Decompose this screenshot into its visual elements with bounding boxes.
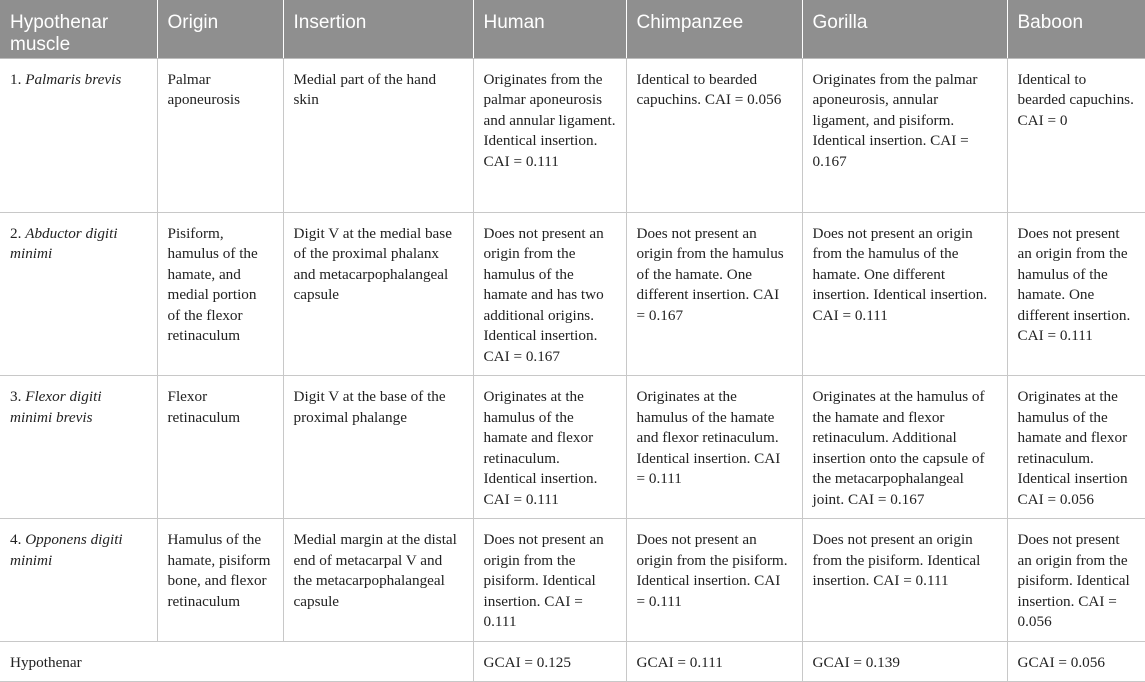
muscle-name: Opponens digiti minimi [10, 531, 123, 569]
muscle-number: 2. [10, 224, 22, 242]
origin-cell: Hamulus of the hamate, pisiform bone, and flexor retinaculum [157, 519, 283, 642]
muscle-name: Abductor digiti minimi [10, 224, 118, 262]
muscle-cell [0, 376, 157, 519]
insertion-cell: Digit V at the base of the proximal phalange [283, 376, 473, 519]
summary-gorilla: GCAI = 0.139 [802, 641, 1007, 682]
table-row [0, 376, 1145, 519]
table-row [0, 519, 1145, 642]
origin-cell: Palmar aponeurosis [157, 58, 283, 212]
summary-human: GCAI = 0.125 [473, 641, 626, 682]
muscle-number: 1. [10, 70, 22, 88]
muscle-cell [0, 519, 157, 642]
origin-cell: Pisiform, hamulus of the hamate, and medial portion of the flexor retinaculum [157, 212, 283, 376]
gorilla-cell: Does not present an origin from the hamulus of the hamate. One different insertion. Identical insertion. CAI = 0.111 [802, 212, 1007, 376]
baboon-cell: Identical to bearded capuchins. CAI = 0 [1007, 58, 1145, 212]
human-cell: Originates from the palmar aponeurosis and annular ligament. Identical insertion. CAI = 0.111 [473, 58, 626, 212]
chimpanzee-cell: Does not present an origin from the pisiform. Identical insertion. CAI = 0.111 [626, 519, 802, 642]
header-gorilla: Gorilla [802, 0, 1007, 58]
chimpanzee-cell: Does not present an origin from the hamulus of the hamate. One different insertion. CAI = 0.167 [626, 212, 802, 376]
muscle-number: 3. [10, 388, 22, 405]
insertion-cell: Digit V at the medial base of the proximal phalanx and metacarpophalangeal capsule [283, 212, 473, 376]
insertion-cell: Medial part of the hand skin [283, 58, 473, 212]
header-insertion: Insertion [283, 0, 473, 58]
muscle-number: 4. [10, 531, 22, 548]
baboon-cell: Does not present an origin from the pisiform. Identical insertion. CAI = 0.056 [1007, 519, 1145, 642]
gorilla-cell: Originates at the hamulus of the hamate and flexor retinaculum. Additional insertion onto the capsule of the metacarpophalangeal joint. CAI = 0.167 [802, 376, 1007, 519]
chimpanzee-cell: Originates at the hamulus of the hamate and flexor retinaculum. Identical insertion. CAI = 0.111 [626, 376, 802, 519]
origin-cell: Flexor retinaculum [157, 376, 283, 519]
muscle-cell [0, 212, 157, 376]
table-row [0, 58, 1145, 212]
muscle-name: Flexor digiti minimi brevis [10, 388, 102, 426]
muscle-cell [0, 58, 157, 212]
table-header [0, 0, 1145, 58]
gorilla-cell: Originates from the palmar aponeurosis, annular ligament, and pisiform. Identical insertion. CAI = 0.167 [802, 58, 1007, 212]
header-baboon: Baboon [1007, 0, 1145, 58]
summary-row [0, 641, 1145, 682]
human-cell: Originates at the hamulus of the hamate and flexor retinaculum. Identical insertion. CAI = 0.111 [473, 376, 626, 519]
chimpanzee-cell: Identical to bearded capuchins. CAI = 0.056 [626, 58, 802, 212]
header-origin: Origin [157, 0, 283, 58]
header-muscle: Hypothenar muscle [0, 0, 157, 58]
header-row [0, 0, 1145, 58]
summary-baboon: GCAI = 0.056 [1007, 641, 1145, 682]
muscle-name: Palmaris brevis [25, 70, 122, 88]
human-cell: Does not present an origin from the hamulus of the hamate and has two additional origins. Identical insertion. CAI = 0.167 [473, 212, 626, 376]
human-cell: Does not present an origin from the pisiform. Identical insertion. CAI = 0.111 [473, 519, 626, 642]
insertion-cell: Medial margin at the distal end of metacarpal V and the metacarpophalangeal capsule [283, 519, 473, 642]
header-human: Human [473, 0, 626, 58]
table-row [0, 212, 1145, 376]
baboon-cell: Originates at the hamulus of the hamate and flexor retinaculum. Identical insertion CAI = 0.056 [1007, 376, 1145, 519]
summary-chimpanzee: GCAI = 0.111 [626, 641, 802, 682]
baboon-cell: Does not present an origin from the hamulus of the hamate. One different insertion. CAI = 0.111 [1007, 212, 1145, 376]
gorilla-cell: Does not present an origin from the pisiform. Identical insertion. CAI = 0.111 [802, 519, 1007, 642]
summary-label: Hypothenar [0, 641, 473, 682]
header-chimpanzee: Chimpanzee [626, 0, 802, 58]
table-body [0, 58, 1145, 682]
